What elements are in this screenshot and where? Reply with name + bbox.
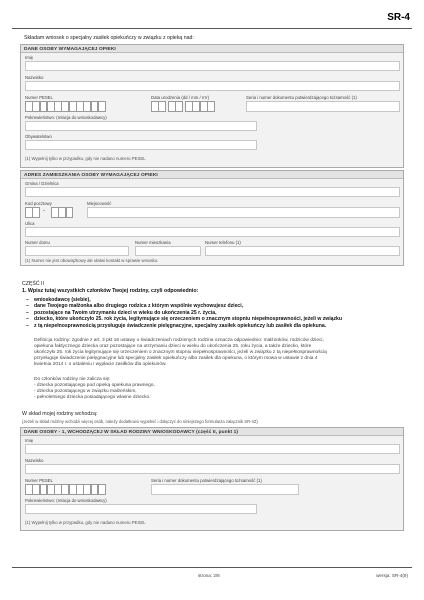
list-item: – pozostające na Twoim utrzymaniu dzieci w wieku do ukończenia 25 r. życia, [26, 310, 342, 316]
family-members-list [26, 297, 342, 329]
birthdate-cells[interactable] [151, 101, 214, 112]
section2-note: (1) Numer nie jest obowiązkowy ale ułatwi kontakt w sprawie wniosku. [25, 258, 159, 263]
imie-field[interactable] [25, 61, 400, 71]
label-nr-mieszkania: Numer mieszkania [135, 240, 171, 245]
footer-divider [12, 567, 412, 568]
nr-telefonu-field[interactable] [205, 246, 400, 256]
section-care-person-address [20, 170, 404, 266]
member-pesel-cells[interactable] [25, 484, 105, 495]
label-pesel: Numer PESEL [25, 478, 53, 483]
member-imie-field[interactable] [25, 444, 400, 454]
label-nazwisko: Nazwisko [25, 458, 44, 463]
miejscowosc-field[interactable] [87, 207, 400, 218]
postal-dash: - [43, 208, 45, 214]
list-item: – z tą niepełnosprawnością przysługuje świadczenie pielęgnacyjne, specjalny zasiłek opiekuńczy lub zasiłek dla opiekuna. [26, 323, 342, 329]
label-miejscowosc: Miejscowość [87, 201, 112, 206]
label-gmina: Gmina / Dzielnica [25, 181, 59, 186]
excluded-members: Do członków rodziny nie zalicza się: - dziecka pozostającego pod opieką opiekuna prawnego, - dziecka pozostającego w związku małżeńskim, - pełnoletniego dziecka posiadającego własne dziecko. [34, 377, 155, 401]
label-imie: Imię [25, 55, 34, 60]
nr-mieszkania-field[interactable] [135, 246, 201, 256]
intro-text: Składam wniosek o specjalny zasiłek opiekuńczy w związku z opieką nad: [24, 35, 194, 41]
label-pokrewienstwo: Pokrewieństwo: (relacja do wnioskodawcy) [25, 115, 107, 120]
section3-note: (1) Wypełnij tylko w przypadku, gdy nie nadano numeru PESEL [25, 520, 146, 525]
pesel-cells[interactable] [25, 101, 105, 112]
member-pokrewienstwo-field[interactable] [25, 504, 257, 514]
family-definition: Definicja rodziny: zgodnie z art. 3 pkt 16 ustawy o świadczeniach rodzinnych rodzina oznacza odpowiednio: małżonków, rodziców dzieci, opiekuna faktycznego dziecka oraz pozostające na utrzymaniu dzieci w wieku do ukończenia 25. roku życia, a także dziecko, które ukończyło 25. rok życia legitymujące się orzeczeniem o znacznym stopniu niepełnosprawności, jeżeli w związku z tą niepełnosprawnością przysługuje świadczenie pielęgnacyjne lub specjalny zasiłek opiekuńczy albo zasiłek dla opiekuna, o którym mowa w ustawie z dnia 4 kwietnia 2014 r. o ustaleniu i wypłacie zasiłków dla opiekunów. [34, 338, 327, 368]
label-nr-telefonu: Numer telefonu (1) [205, 240, 241, 245]
label-nr-domu: Numer domu [25, 240, 50, 245]
list-item: – dane Twojego małżonka albo drugiego rodzica z którym wspólnie wychowujesz dzieci, [26, 303, 342, 309]
label-kod: Kod pocztowy [25, 201, 52, 206]
label-ulica: Ulica [25, 221, 35, 226]
label-data-urodzenia: Data urodzenia (dd / mm / rrrr) [151, 95, 210, 100]
part2-heading: CZĘŚĆ II [22, 281, 44, 287]
seria-numer-field[interactable] [246, 101, 400, 112]
label-nazwisko: Nazwisko [25, 75, 44, 80]
section-title: ADRES ZAMIESZKANIA OSOBY WYMAGAJĄCEJ OPIEKI [21, 171, 403, 179]
section-title: DANE OSOBY - 1, WCHODZĄCEJ W SKŁAD RODZINY WNIOSKODAWCY (część II, punkt 1) [21, 428, 403, 436]
postal-code-cells-2[interactable] [51, 207, 73, 218]
label-seria-numer: Seria i numer dokumentu potwierdzającego tożsamość (1) [151, 478, 262, 483]
list-item: – dziecko, które ukończyło 25. rok życia, legitymujące się orzeczeniem o znacznym stopniu niepełnosprawności, jeżeli w związku [26, 316, 342, 322]
label-imie: Imię [25, 438, 34, 443]
form-code: SR-4 [387, 12, 410, 23]
nr-domu-field[interactable] [25, 246, 129, 256]
section-title: DANE OSOBY WYMAGAJĄCEJ OPIEKI [21, 45, 403, 53]
label-pokrewienstwo: Pokrewieństwo: (relacja do wnioskodawcy) [25, 498, 107, 503]
part2-point1: 1. Wpisz tutaj wszystkich członków Twojej rodziny, czyli odpowiednio: [22, 288, 199, 294]
form-version: wersja: SR-4(9) [376, 573, 408, 578]
gmina-field[interactable] [25, 187, 400, 197]
section-family-member-1 [20, 427, 404, 531]
obywatelstwo-field[interactable] [25, 140, 257, 150]
nazwisko-field[interactable] [25, 81, 400, 91]
household-note: (Jeżeli w skład rodziny wchodzi więcej osób, należy dodatkowo wypełnić i dołączyć do niniejszego formularza załącznik SR-4Z) [22, 419, 258, 424]
label-seria-numer: Seria i numer dokumentu potwierdzającego tożsamość (1) [246, 95, 357, 100]
top-divider [12, 28, 412, 29]
pokrewienstwo-field[interactable] [25, 121, 257, 131]
member-nazwisko-field[interactable] [25, 464, 400, 474]
household-heading: W skład mojej rodziny wchodzą: [22, 411, 98, 417]
section1-note: (1) Wypełnij tylko w przypadku, gdy nie nadano numeru PESEL [25, 156, 146, 161]
section-care-person-data [20, 44, 404, 168]
postal-code-cells[interactable] [25, 207, 40, 218]
page-number: strona: 2/8 [198, 573, 220, 578]
ulica-field[interactable] [25, 227, 400, 237]
label-pesel: Numer PESEL [25, 95, 53, 100]
member-seria-numer-field[interactable] [151, 484, 299, 495]
list-item: – wnioskodawcę (siebie), [26, 297, 342, 303]
label-obywatelstwo: Obywatelstwo [25, 134, 52, 139]
